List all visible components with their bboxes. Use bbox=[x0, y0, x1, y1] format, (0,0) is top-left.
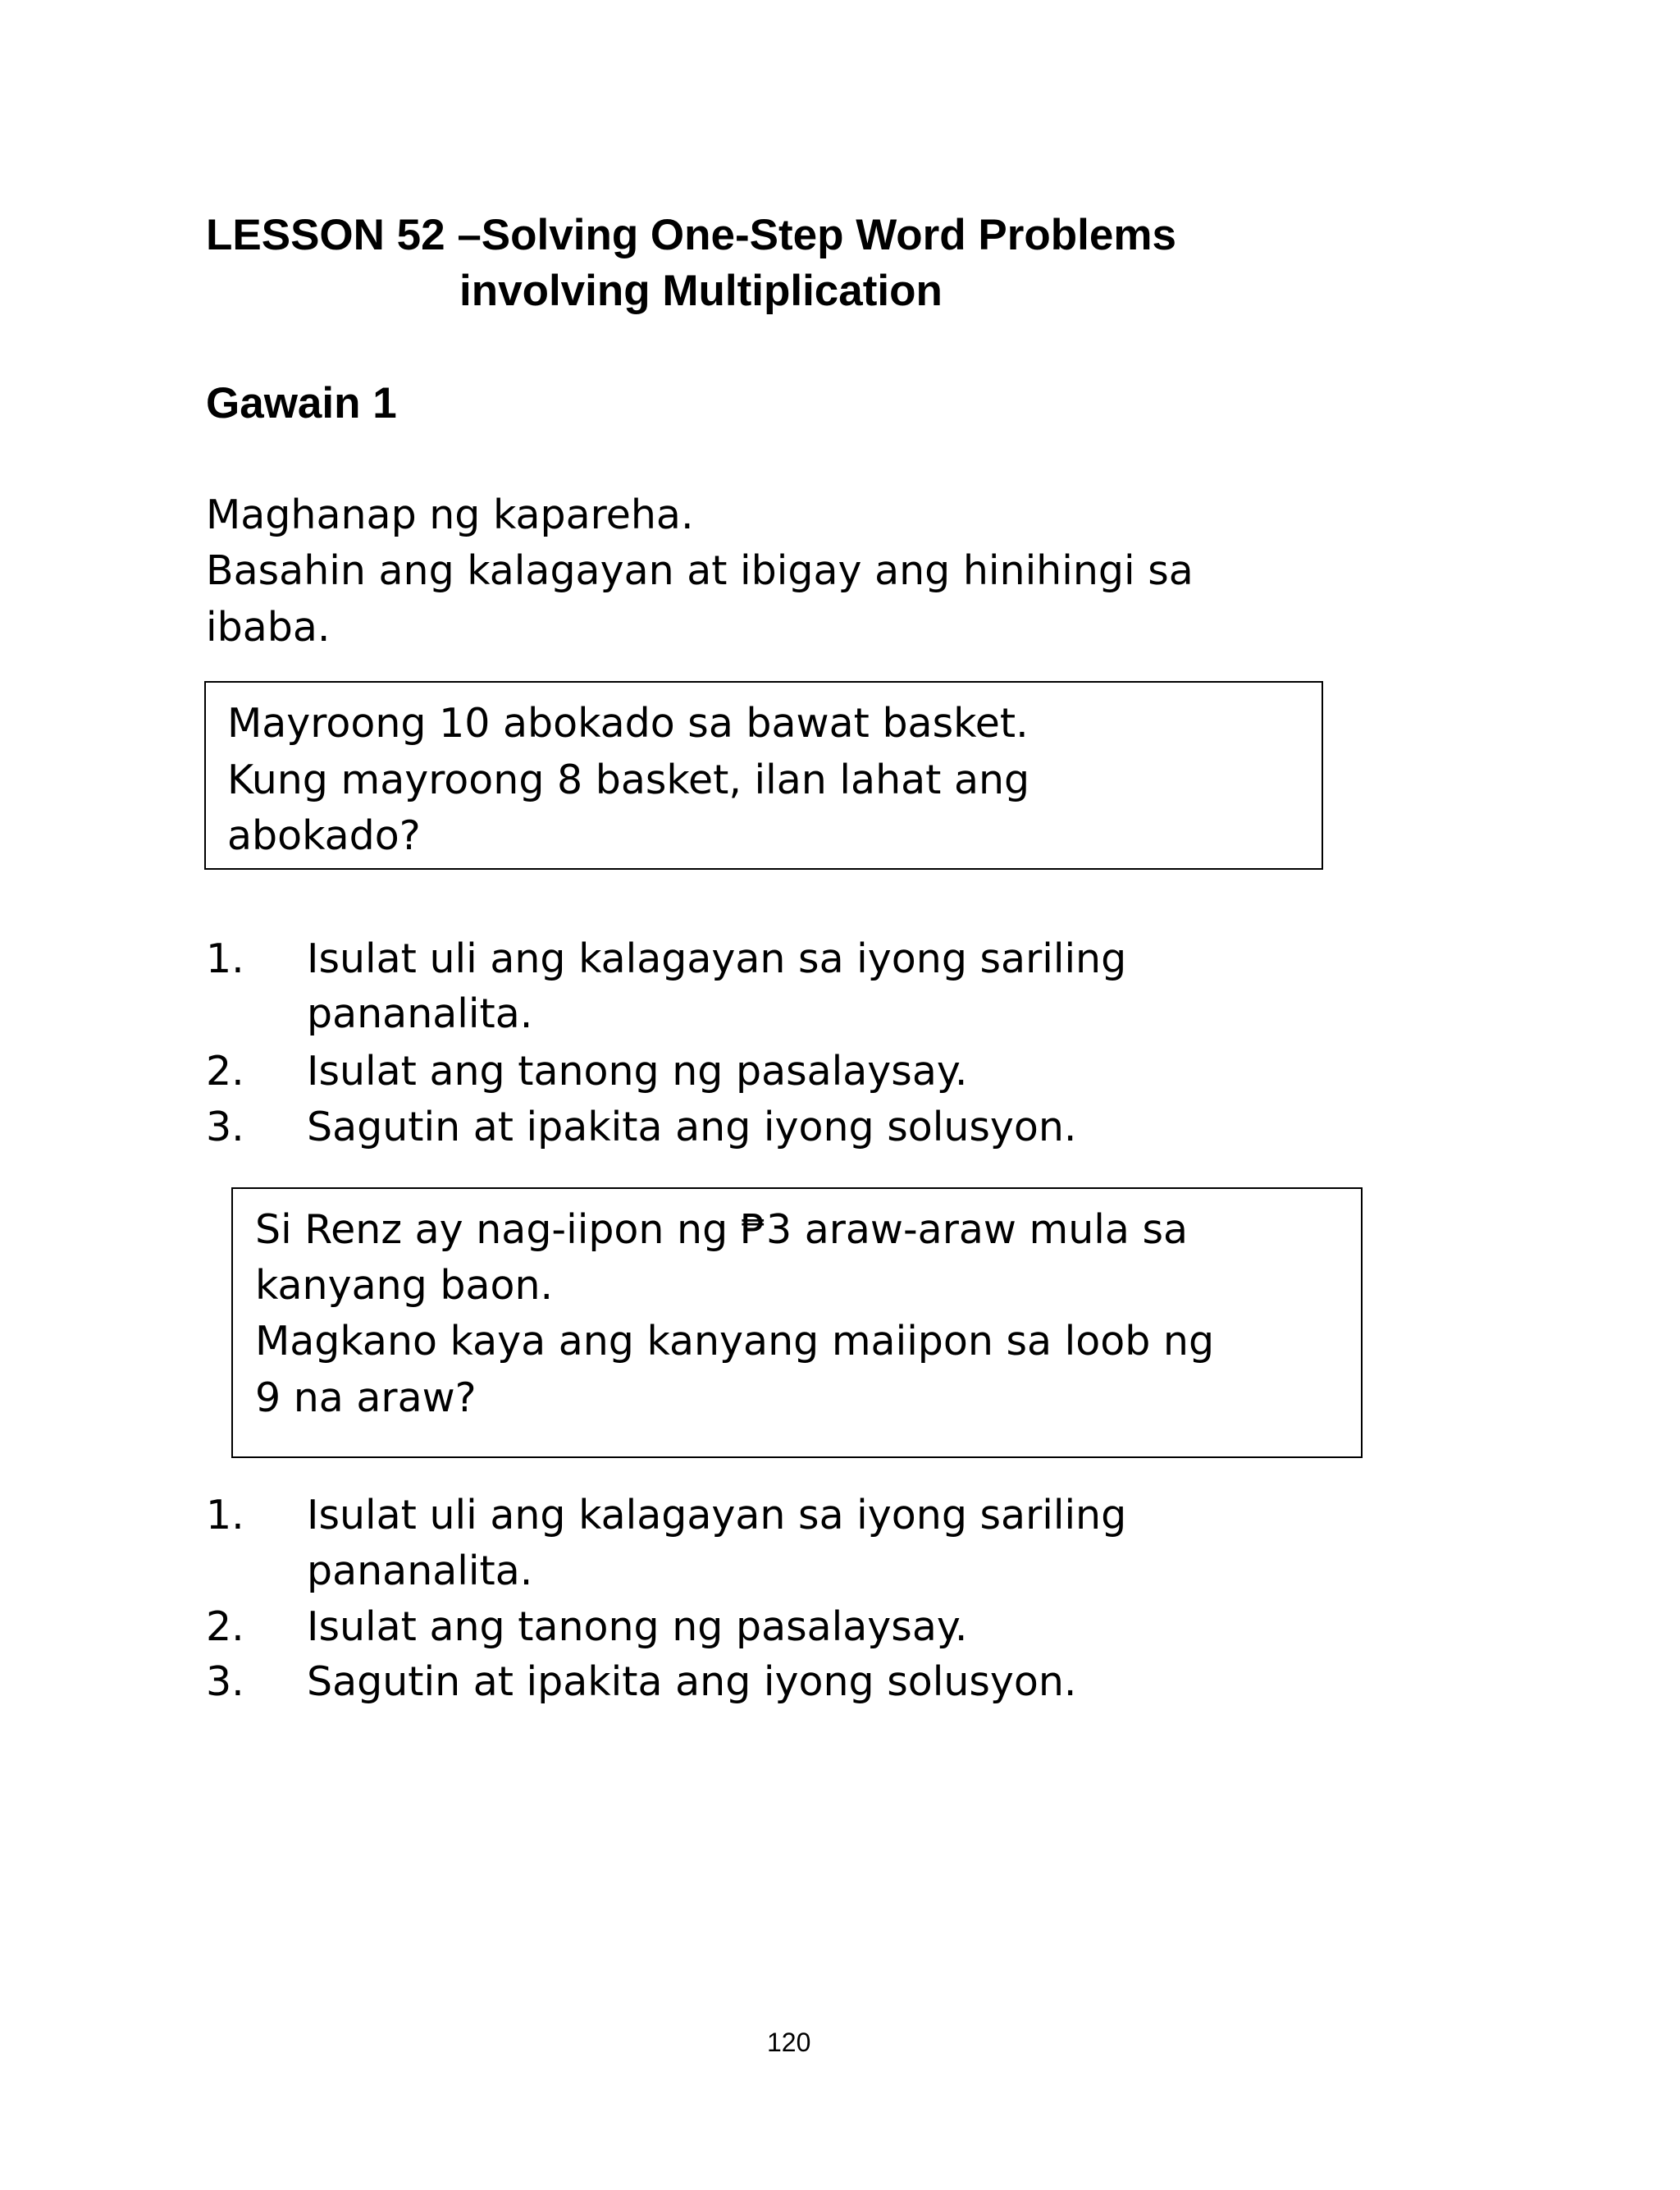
task-text: Sagutin at ipakita ang iyong solusyon. bbox=[307, 1658, 1077, 1705]
task-text: Isulat ang tanong ng pasalaysay. bbox=[307, 1048, 968, 1095]
problem-2-line: Magkano kaya ang kanyang maiipon sa loob ng bbox=[255, 1318, 1215, 1365]
task-text: pananalita. bbox=[307, 990, 533, 1037]
instruction-line: Basahin ang kalagayan at ibigay ang hinihingi sa bbox=[206, 547, 1194, 594]
task-number: 3. bbox=[206, 1104, 244, 1150]
task-text: pananalita. bbox=[307, 1548, 533, 1594]
lesson-title-line1: LESSON 52 –Solving One-Step Word Problems bbox=[206, 211, 1176, 259]
task-number: 3. bbox=[206, 1658, 244, 1705]
problem-2-line: 9 na araw? bbox=[255, 1374, 477, 1421]
task-number: 1. bbox=[206, 935, 244, 982]
task-number: 1. bbox=[206, 1492, 244, 1538]
problem-2-line: kanyang baon. bbox=[255, 1262, 554, 1309]
task-text: Isulat ang tanong ng pasalaysay. bbox=[307, 1603, 968, 1650]
problem-1-line: Kung mayroong 8 basket, ilan lahat ang bbox=[227, 757, 1030, 803]
problem-1-line: Mayroong 10 abokado sa bawat basket. bbox=[227, 700, 1029, 747]
task-text: Isulat uli ang kalagayan sa iyong sariling bbox=[307, 1492, 1127, 1538]
instruction-line: ibaba. bbox=[206, 604, 331, 651]
task-number: 2. bbox=[206, 1048, 244, 1095]
instruction-line: Maghanap ng kapareha. bbox=[206, 491, 694, 538]
page-number: 120 bbox=[767, 2028, 811, 2057]
lesson-title-line2: involving Multiplication bbox=[459, 267, 943, 315]
task-text: Sagutin at ipakita ang iyong solusyon. bbox=[307, 1104, 1077, 1150]
problem-1-line: abokado? bbox=[227, 812, 421, 859]
problem-2-line: Si Renz ay nag-iipon ng ₱3 araw-araw mula sa bbox=[255, 1206, 1189, 1253]
section-heading: Gawain 1 bbox=[206, 379, 397, 427]
task-number: 2. bbox=[206, 1603, 244, 1650]
task-text: Isulat uli ang kalagayan sa iyong sariling bbox=[307, 935, 1127, 982]
